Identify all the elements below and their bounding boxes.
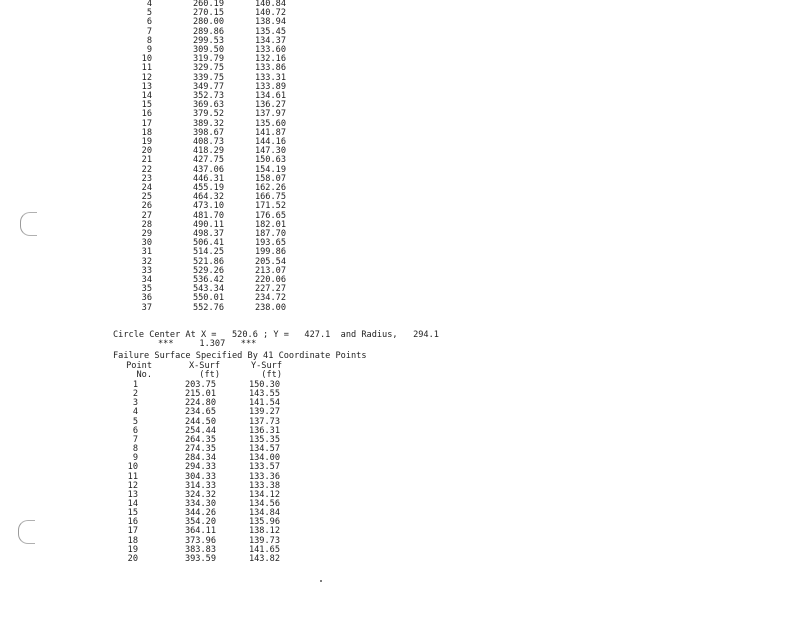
point-number: 32: [141, 256, 152, 267]
x-surf-value: 514.25: [192, 247, 224, 258]
x-surf-value: 254.44: [184, 425, 216, 436]
point-number: 21: [141, 155, 152, 166]
y-surf-value: 141.65: [248, 544, 280, 555]
column-header-y-surf: Y-Surf: [250, 361, 282, 371]
y-surf-value: 135.45: [254, 26, 286, 37]
x-surf-value: 393.59: [184, 553, 216, 564]
x-surf-value: 203.75: [184, 380, 216, 390]
y-surf-value: 138.12: [248, 526, 280, 537]
y-surf-value: 133.60: [254, 45, 286, 55]
x-surf-value: 244.50: [184, 416, 216, 427]
point-number: 15: [127, 508, 138, 519]
point-number: 29: [141, 229, 152, 239]
point-number: 26: [141, 201, 152, 212]
y-surf-value: 138.94: [254, 17, 286, 28]
y-surf-value: 154.19: [254, 164, 286, 175]
x-surf-value: 464.32: [192, 192, 224, 203]
x-surf-value: 379.52: [192, 109, 224, 120]
binding-hole-mark-bottom: [18, 520, 35, 544]
point-number: 6: [146, 17, 152, 28]
point-number: 17: [127, 526, 138, 537]
point-number: 18: [141, 127, 152, 138]
column-header-x-surf: (ft): [199, 370, 220, 380]
y-surf-value: 135.35: [248, 434, 280, 445]
x-surf-value: 339.75: [192, 72, 224, 83]
point-number: 5: [132, 416, 138, 427]
x-surf-value: 329.75: [192, 63, 224, 74]
y-surf-value: 199.86: [254, 247, 286, 258]
point-number: 24: [141, 183, 152, 193]
x-surf-value: 304.33: [184, 471, 216, 482]
x-surf-value: 529.26: [192, 265, 224, 276]
point-number: 31: [141, 247, 152, 258]
y-surf-value: 176.65: [254, 210, 286, 221]
point-number: 25: [141, 192, 152, 203]
column-header-y-surf: (ft): [261, 370, 282, 380]
y-surf-value: 134.84: [248, 508, 280, 519]
x-surf-value: 284.34: [184, 453, 216, 464]
x-surf-value: 270.15: [192, 8, 224, 19]
column-header-point: No.: [136, 370, 152, 380]
x-surf-value: 550.01: [192, 293, 224, 304]
point-number: 16: [127, 517, 138, 528]
y-surf-value: 143.55: [248, 389, 280, 400]
x-surf-value: 349.77: [192, 81, 224, 92]
x-surf-value: 490.11: [192, 219, 224, 230]
point-number: 22: [141, 164, 152, 175]
y-surf-value: 213.07: [254, 265, 286, 276]
y-surf-value: 205.54: [254, 256, 286, 267]
binding-hole-mark-top: [20, 212, 37, 236]
x-surf-value: 299.53: [192, 35, 224, 46]
x-surf-value: 309.50: [192, 45, 224, 55]
y-surf-value: 132.16: [254, 54, 286, 65]
y-surf-value: 162.26: [254, 183, 286, 193]
x-surf-value: 498.37: [192, 229, 224, 239]
y-surf-value: 238.00: [254, 302, 286, 313]
point-number: 27: [141, 210, 152, 221]
y-surf-value: 139.27: [248, 407, 280, 418]
point-number: 35: [141, 284, 152, 295]
x-surf-value: 408.73: [192, 137, 224, 147]
y-surf-value: 143.82: [248, 553, 280, 564]
y-surf-value: 133.36: [248, 471, 280, 482]
point-number: 30: [141, 238, 152, 249]
y-surf-value: 134.57: [248, 444, 280, 455]
y-surf-value: 134.00: [248, 453, 280, 464]
y-surf-value: 150.30: [248, 380, 280, 390]
y-surf-value: 133.86: [254, 63, 286, 74]
point-number: 12: [127, 480, 138, 491]
point-number: 11: [141, 63, 152, 74]
circle-center-line: Circle Center At X = 520.6 ; Y = 427.1 and Radius, 294.1: [113, 330, 439, 340]
x-surf-value: 506.41: [192, 238, 224, 249]
point-number: 4: [132, 407, 138, 418]
x-surf-value: 224.80: [184, 398, 216, 409]
point-number: 7: [146, 26, 152, 37]
x-surf-value: 552.76: [192, 302, 224, 313]
x-surf-value: 280.00: [192, 17, 224, 28]
point-number: 19: [127, 544, 138, 555]
y-surf-value: 141.87: [254, 127, 286, 138]
y-surf-value: 166.75: [254, 192, 286, 203]
point-number: 18: [127, 535, 138, 546]
point-number: 12: [141, 72, 152, 83]
x-surf-value: 481.70: [192, 210, 224, 221]
column-header-point: Point: [126, 361, 152, 371]
x-surf-value: 389.32: [192, 118, 224, 129]
point-number: 7: [132, 434, 138, 445]
x-surf-value: 536.42: [192, 275, 224, 285]
y-surf-value: 137.73: [248, 416, 280, 427]
point-number: 11: [127, 471, 138, 482]
point-number: 8: [146, 35, 152, 46]
failure-surface-heading: Failure Surface Specified By 41 Coordinate Points: [113, 351, 367, 361]
y-surf-value: 135.96: [248, 517, 280, 528]
y-surf-value: 139.73: [248, 535, 280, 546]
x-surf-value: 418.29: [192, 146, 224, 157]
x-surf-value: 364.11: [184, 526, 216, 537]
x-surf-value: 319.79: [192, 54, 224, 65]
point-number: 3: [132, 398, 138, 409]
point-number: 14: [127, 498, 138, 509]
point-number: 33: [141, 265, 152, 276]
point-number: 20: [127, 553, 138, 564]
point-number: 13: [127, 489, 138, 500]
x-surf-value: 383.83: [184, 544, 216, 555]
x-surf-value: 354.20: [184, 517, 216, 528]
y-surf-value: 134.37: [254, 35, 286, 46]
y-surf-value: 135.60: [254, 118, 286, 129]
x-surf-value: 260.19: [192, 0, 224, 9]
y-surf-value: 220.06: [254, 275, 286, 285]
y-surf-value: 133.31: [254, 72, 286, 83]
point-number: 13: [141, 81, 152, 92]
y-surf-value: 134.61: [254, 91, 286, 101]
y-surf-value: 150.63: [254, 155, 286, 166]
point-number: 15: [141, 100, 152, 111]
point-number: 8: [132, 444, 138, 455]
point-number: 9: [132, 453, 138, 464]
x-surf-value: 373.96: [184, 535, 216, 546]
x-surf-value: 324.32: [184, 489, 216, 500]
x-surf-value: 369.63: [192, 100, 224, 111]
x-surf-value: 294.33: [184, 462, 216, 473]
x-surf-value: 314.33: [184, 480, 216, 491]
y-surf-value: 234.72: [254, 293, 286, 304]
point-number: 16: [141, 109, 152, 120]
column-header-x-surf: X-Surf: [188, 361, 220, 371]
y-surf-value: 136.27: [254, 100, 286, 111]
point-number: 19: [141, 137, 152, 147]
point-number: 28: [141, 219, 152, 230]
y-surf-value: 134.12: [248, 489, 280, 500]
point-number: 1: [132, 380, 138, 390]
y-surf-value: 158.07: [254, 173, 286, 184]
y-surf-value: 140.84: [254, 0, 286, 9]
x-surf-value: 344.26: [184, 508, 216, 519]
x-surf-value: 473.10: [192, 201, 224, 212]
x-surf-value: 334.30: [184, 498, 216, 509]
factor-of-safety-line: *** 1.307 ***: [158, 339, 257, 349]
y-surf-value: 144.16: [254, 137, 286, 147]
point-number: 14: [141, 91, 152, 101]
x-surf-value: 521.86: [192, 256, 224, 267]
y-surf-value: 171.52: [254, 201, 286, 212]
x-surf-value: 427.75: [192, 155, 224, 166]
y-surf-value: 134.56: [248, 498, 280, 509]
point-number: 9: [146, 45, 152, 55]
point-number: 10: [141, 54, 152, 65]
speck-mark: [320, 580, 322, 582]
x-surf-value: 264.35: [184, 434, 216, 445]
y-surf-value: 137.97: [254, 109, 286, 120]
point-number: 34: [141, 275, 152, 285]
point-number: 2: [132, 389, 138, 400]
x-surf-value: 446.31: [192, 173, 224, 184]
x-surf-value: 352.73: [192, 91, 224, 101]
x-surf-value: 274.35: [184, 444, 216, 455]
y-surf-value: 193.65: [254, 238, 286, 249]
point-number: 20: [141, 146, 152, 157]
y-surf-value: 140.72: [254, 8, 286, 19]
y-surf-value: 141.54: [248, 398, 280, 409]
x-surf-value: 215.01: [184, 389, 216, 400]
point-number: 37: [141, 302, 152, 313]
y-surf-value: 133.57: [248, 462, 280, 473]
x-surf-value: 437.06: [192, 164, 224, 175]
y-surf-value: 133.38: [248, 480, 280, 491]
point-number: 6: [132, 425, 138, 436]
x-surf-value: 289.86: [192, 26, 224, 37]
point-number: 5: [146, 8, 152, 19]
point-number: 10: [127, 462, 138, 473]
point-number: 36: [141, 293, 152, 304]
y-surf-value: 147.30: [254, 146, 286, 157]
y-surf-value: 136.31: [248, 425, 280, 436]
x-surf-value: 234.65: [184, 407, 216, 418]
y-surf-value: 227.27: [254, 284, 286, 295]
x-surf-value: 398.67: [192, 127, 224, 138]
x-surf-value: 543.34: [192, 284, 224, 295]
point-number: 23: [141, 173, 152, 184]
y-surf-value: 133.89: [254, 81, 286, 92]
y-surf-value: 182.01: [254, 219, 286, 230]
point-number: 4: [146, 0, 152, 9]
x-surf-value: 455.19: [192, 183, 224, 193]
point-number: 17: [141, 118, 152, 129]
y-surf-value: 187.70: [254, 229, 286, 239]
